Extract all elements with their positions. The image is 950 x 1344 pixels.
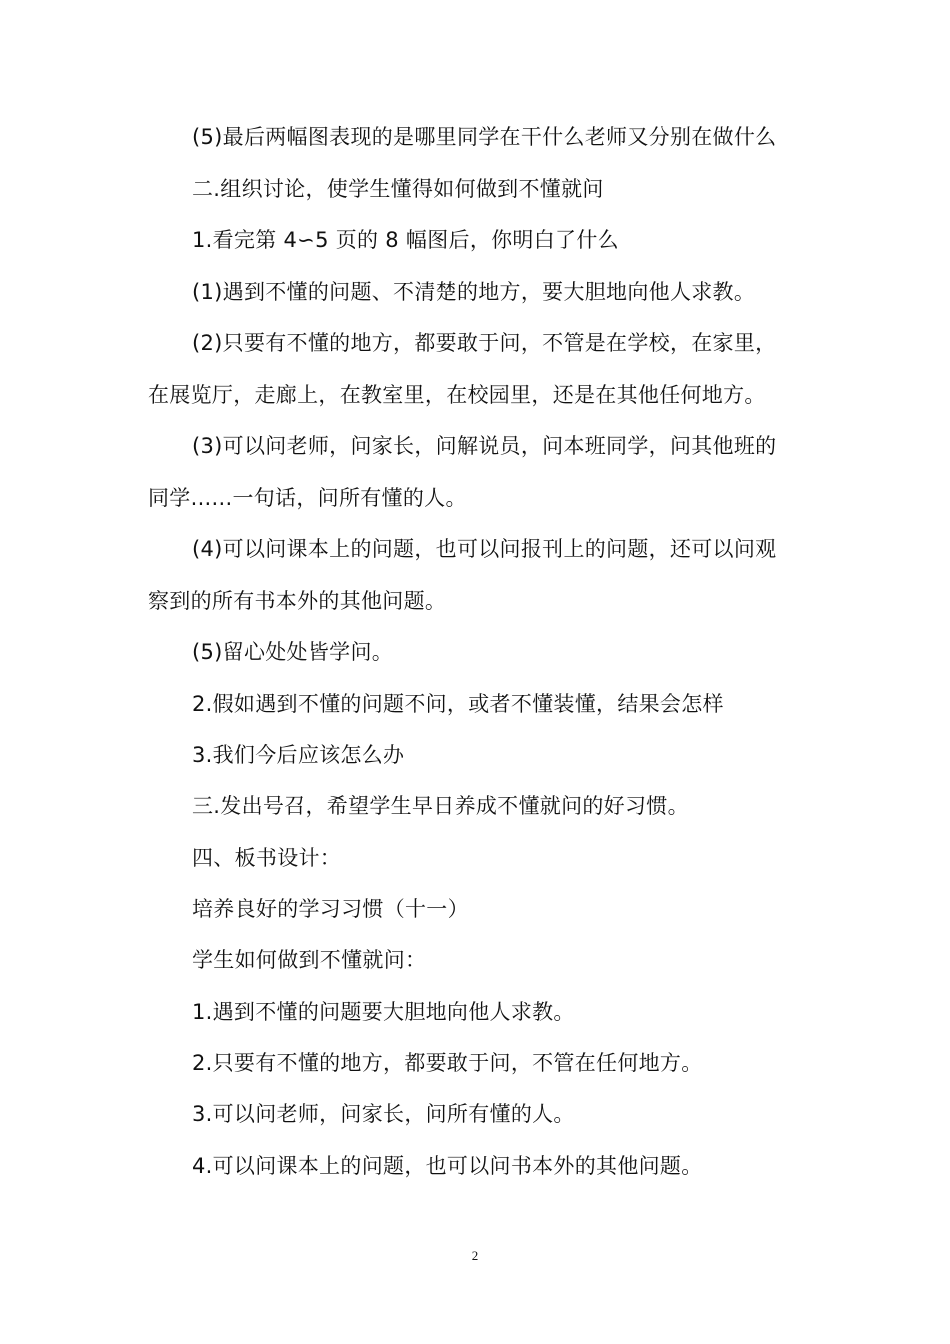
paragraph-line: 学生如何做到不懂就问： [192, 948, 427, 972]
section-heading: 二.组织讨论，使学生懂得如何做到不懂就问 [192, 177, 604, 201]
paragraph-line: 在展览厅，走廊上，在教室里，在校园里，还是在其他任何地方。 [148, 383, 766, 407]
paragraph-line: 同学......一句话，问所有懂的人。 [148, 486, 467, 510]
paragraph-line: 2.假如遇到不懂的问题不问，或者不懂装懂，结果会怎样 [192, 692, 724, 716]
paragraph-line: (5)最后两幅图表现的是哪里同学在干什么老师又分别在做什么 [192, 125, 777, 149]
paragraph-line: 1.看完第 4∽5 页的 8 幅图后，你明白了什么 [192, 228, 619, 252]
paragraph-line: (2)只要有不懂的地方，都要敢于问，不管是在学校，在家里， [192, 331, 777, 355]
paragraph-line: (1)遇到不懂的问题、不清楚的地方，要大胆地向他人求教。 [192, 280, 756, 304]
list-item: 4.可以问课本上的问题，也可以问书本外的其他问题。 [192, 1154, 703, 1178]
list-item: 3.可以问老师，问家长，问所有懂的人。 [192, 1102, 575, 1126]
paragraph-line: (4)可以问课本上的问题，也可以问报刊上的问题，还可以问观 [192, 537, 777, 561]
section-heading: 三.发出号召，希望学生早日养成不懂就问的好习惯。 [192, 794, 689, 818]
list-item: 1.遇到不懂的问题要大胆地向他人求教。 [192, 1000, 575, 1024]
page-number: 2 [471, 1248, 479, 1263]
paragraph-line: (3)可以问老师，问家长，问解说员，问本班同学，问其他班的 [192, 434, 777, 458]
section-heading: 四、板书设计： [192, 846, 342, 870]
paragraph-line: 察到的所有书本外的其他问题。 [148, 589, 447, 613]
board-title: 培养良好的学习习惯（十一） [192, 897, 469, 921]
list-item: 2.只要有不懂的地方，都要敢于问，不管在任何地方。 [192, 1051, 703, 1075]
paragraph-line: 3.我们今后应该怎么办 [192, 743, 405, 767]
paragraph-line: (5)留心处处皆学问。 [192, 640, 394, 664]
